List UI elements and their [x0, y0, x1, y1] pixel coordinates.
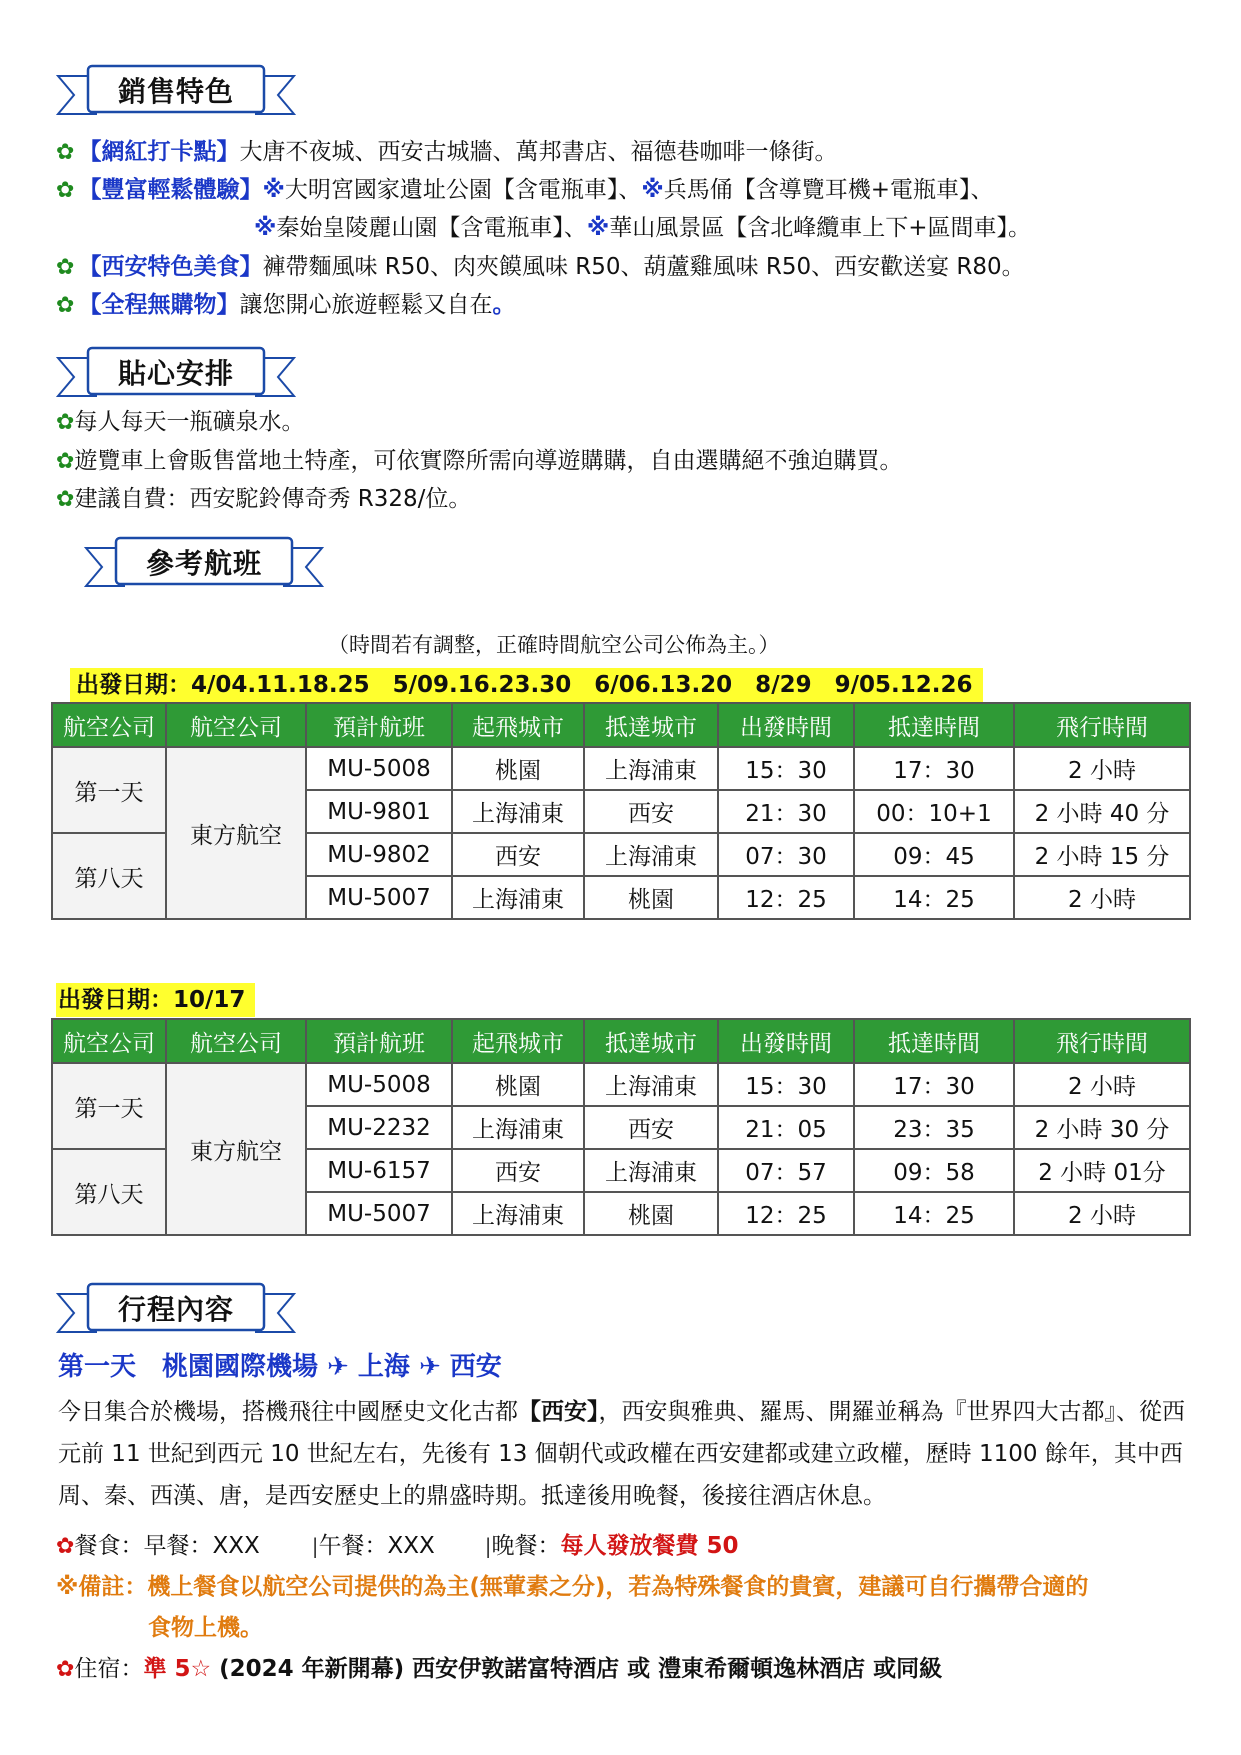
- feature-tag: 【豐富輕鬆體驗】: [78, 177, 263, 203]
- flight-no: MU-5008: [306, 1063, 452, 1106]
- depart-time: 07：30: [718, 833, 854, 876]
- from-city: 上海浦東: [452, 1192, 584, 1235]
- column-header: 抵達時間: [854, 1019, 1014, 1063]
- from-city: 西安: [452, 1149, 584, 1192]
- depart-time: 12：25: [718, 1192, 854, 1235]
- arrive-time: 09：58: [854, 1149, 1014, 1192]
- airline-cell: 東方航空: [166, 1063, 306, 1235]
- section-banner-flights: [84, 534, 324, 594]
- table-header: [52, 703, 1190, 747]
- flower-icon: ✿: [56, 1534, 75, 1559]
- flower-icon: ✿: [56, 178, 75, 203]
- day-cell: 第一天: [52, 1063, 166, 1149]
- day-title: 第一天 桃園國際機場 ✈ 上海 ✈ 西安: [58, 1352, 502, 1382]
- flower-icon: ✿: [56, 449, 75, 474]
- to-city: 西安: [584, 1106, 718, 1149]
- to-city: 上海浦東: [584, 1149, 718, 1192]
- description-text: ，西安與雅典、羅馬、開羅並稱為『世界四大古都』、從西元前 11 世紀到西元 10 世紀左右，先後有 13 個朝代或政權在西安建都或建立政權，歷時 1100 餘年，其中西周、秦、西漢、唐，是西安歷史上的鼎盛時期。抵達後用晚餐，後接往酒店休息。: [58, 1399, 1185, 1509]
- duration: 2 小時 15 分: [1014, 833, 1190, 876]
- column-header: 起飛城市: [452, 703, 584, 747]
- feature-text: 華山風景區【含北峰纜車上下+區間車】。: [609, 215, 1032, 241]
- arrangement-text: 遊覽車上會販售當地土特產，可依實際所需向導遊購購，自由選購絕不強迫購買。: [74, 448, 903, 474]
- section-banner-features: [56, 62, 296, 122]
- column-header: 預計航班: [306, 1019, 452, 1063]
- feature-text: 褲帶麵風味 R50、肉夾饃風味 R50、葫蘆雞風味 R50、西安歡送宴 R80。: [262, 254, 1025, 280]
- column-header: 航空公司: [52, 1019, 166, 1063]
- table-row: [52, 1063, 1190, 1106]
- from-city: 上海浦東: [452, 790, 584, 833]
- from-city: 上海浦東: [452, 876, 584, 919]
- depart-time: 21：30: [718, 790, 854, 833]
- column-header: 航空公司: [52, 703, 166, 747]
- description-text: 今日集合於機場，搭機飛往中國歷史文化古都: [58, 1399, 518, 1425]
- flight-no: MU-6157: [306, 1149, 452, 1192]
- flight-no: MU-9801: [306, 790, 452, 833]
- arrive-time: 14：25: [854, 876, 1014, 919]
- description-highlight: 【西安】: [518, 1399, 599, 1425]
- feature-text: 兵馬俑【含導覽耳機+電瓶車】、: [663, 177, 994, 203]
- column-header: 抵達城市: [584, 1019, 718, 1063]
- flower-icon: ✿: [56, 487, 75, 512]
- mark: ※: [641, 177, 664, 203]
- feature-text: 秦始皇陵麗山園【含電瓶車】、: [276, 215, 587, 241]
- remark-line: 食物上機。: [148, 1615, 263, 1641]
- flower-icon: ✿: [56, 1657, 75, 1682]
- section-title: 參考航班: [145, 547, 262, 580]
- feature-tag: 【網紅打卡點】: [78, 139, 240, 165]
- flower-icon: ✿: [56, 410, 75, 435]
- feature-text: 大唐不夜城、西安古城牆、萬邦書店、福德巷咖啡一條街。: [239, 139, 838, 165]
- table-row: [52, 747, 1190, 790]
- depart-time: 07：57: [718, 1149, 854, 1192]
- arrangement-item: [56, 446, 902, 477]
- depart-time: 21：05: [718, 1106, 854, 1149]
- to-city: 西安: [584, 790, 718, 833]
- depart-time: 15：30: [718, 747, 854, 790]
- hotel-line: [56, 1654, 942, 1685]
- to-city: 上海浦東: [584, 1063, 718, 1106]
- feature-tag: 【西安特色美食】: [78, 254, 263, 280]
- column-header: 出發時間: [718, 1019, 854, 1063]
- separator: |: [484, 1534, 492, 1558]
- to-city: 上海浦東: [584, 747, 718, 790]
- flight-no: MU-2232: [306, 1106, 452, 1149]
- column-header: 飛行時間: [1014, 1019, 1190, 1063]
- section-banner-itinerary: [56, 1280, 296, 1340]
- meals-line: [56, 1530, 739, 1563]
- separator: |: [311, 1534, 319, 1558]
- table-header: [52, 1019, 1190, 1063]
- from-city: 桃園: [452, 1063, 584, 1106]
- to-city: 桃園: [584, 876, 718, 919]
- breakfast: 餐食：早餐：XXX: [74, 1533, 260, 1559]
- feature-text: 大明宮國家遺址公園【含電瓶車】、: [284, 177, 642, 203]
- arrangement-text: 每人每天一瓶礦泉水。: [74, 409, 305, 435]
- column-header: 預計航班: [306, 703, 452, 747]
- flower-icon: ✿: [56, 293, 75, 318]
- feature-item: [56, 175, 993, 206]
- arrangement-item: [56, 484, 471, 515]
- from-city: 上海浦東: [452, 1106, 584, 1149]
- feature-item: [56, 252, 1025, 283]
- column-header: 出發時間: [718, 703, 854, 747]
- arrive-time: 17：30: [854, 1063, 1014, 1106]
- feature-item-cont: [254, 213, 1031, 243]
- duration: 2 小時: [1014, 1192, 1190, 1235]
- departure-dates: 出發日期：10/17: [56, 983, 255, 1017]
- day-description: [58, 1391, 1188, 1517]
- duration: 2 小時: [1014, 1063, 1190, 1106]
- column-header: 航空公司: [166, 703, 306, 747]
- flight-table: [51, 1018, 1191, 1236]
- departure-dates: 出發日期：4/04.11.18.25 5/09.16.23.30 6/06.13.20 8/29 9/05.12.26: [70, 668, 983, 702]
- dinner-value: 每人發放餐費 50: [560, 1533, 739, 1559]
- arrive-time: 14：25: [854, 1192, 1014, 1235]
- remark-line: ※備註：機上餐食以航空公司提供的為主(無葷素之分)，若為特殊餐食的貴賓，建議可自行攜帶合適的: [56, 1574, 1089, 1600]
- lunch: 午餐：XXX: [318, 1533, 435, 1559]
- duration: 2 小時 40 分: [1014, 790, 1190, 833]
- duration: 2 小時 30 分: [1014, 1106, 1190, 1149]
- flight-no: MU-5008: [306, 747, 452, 790]
- from-city: 桃園: [452, 747, 584, 790]
- airline-cell: 東方航空: [166, 747, 306, 919]
- arrangement-text: 建議自費：西安駝鈴傳奇秀 R328/位。: [74, 486, 472, 512]
- flight-no: MU-9802: [306, 833, 452, 876]
- mark: ※: [254, 215, 277, 241]
- feature-item: [56, 290, 515, 321]
- arrive-time: 00：10+1: [854, 790, 1014, 833]
- from-city: 西安: [452, 833, 584, 876]
- feature-tag: 【全程無購物】: [78, 292, 240, 318]
- column-header: 飛行時間: [1014, 703, 1190, 747]
- column-header: 航空公司: [166, 1019, 306, 1063]
- column-header: 抵達時間: [854, 703, 1014, 747]
- arrive-time: 09：45: [854, 833, 1014, 876]
- flight-no: MU-5007: [306, 1192, 452, 1235]
- to-city: 上海浦東: [584, 833, 718, 876]
- column-header: 起飛城市: [452, 1019, 584, 1063]
- duration: 2 小時: [1014, 876, 1190, 919]
- mark: ※: [586, 215, 610, 241]
- arrive-time: 23：35: [854, 1106, 1014, 1149]
- flower-icon: ✿: [56, 255, 75, 280]
- feature-text: 讓您開心旅遊輕鬆又自在: [239, 292, 493, 318]
- duration: 2 小時: [1014, 747, 1190, 790]
- flower-icon: ✿: [56, 140, 75, 165]
- dinner-label: 晚餐：: [491, 1533, 561, 1559]
- day-cell: 第一天: [52, 747, 166, 833]
- arrive-time: 17：30: [854, 747, 1014, 790]
- arrangement-item: [56, 407, 304, 438]
- column-header: 抵達城市: [584, 703, 718, 747]
- section-title: 行程內容: [117, 1293, 234, 1326]
- hotel-label: 住宿：: [74, 1656, 144, 1682]
- hotel-text: (2024 年新開幕) 西安伊敦諾富特酒店 或 澧東希爾頓逸林酒店 或同級: [211, 1656, 943, 1682]
- feature-end: 。: [492, 292, 516, 318]
- flight-table: [51, 702, 1191, 920]
- day-cell: 第八天: [52, 833, 166, 919]
- depart-time: 15：30: [718, 1063, 854, 1106]
- flight-no: MU-5007: [306, 876, 452, 919]
- hotel-grade: 準 5☆: [143, 1656, 212, 1682]
- depart-time: 12：25: [718, 876, 854, 919]
- section-title: 銷售特色: [117, 75, 234, 108]
- mark: ※: [262, 177, 285, 203]
- feature-item: [56, 137, 837, 168]
- duration: 2 小時 01分: [1014, 1149, 1190, 1192]
- section-title: 貼心安排: [117, 357, 234, 390]
- flight-note: （時間若有調整，正確時間航空公司公佈為主。）: [328, 633, 780, 657]
- day-cell: 第八天: [52, 1149, 166, 1235]
- to-city: 桃園: [584, 1192, 718, 1235]
- section-banner-arrangement: [56, 344, 296, 404]
